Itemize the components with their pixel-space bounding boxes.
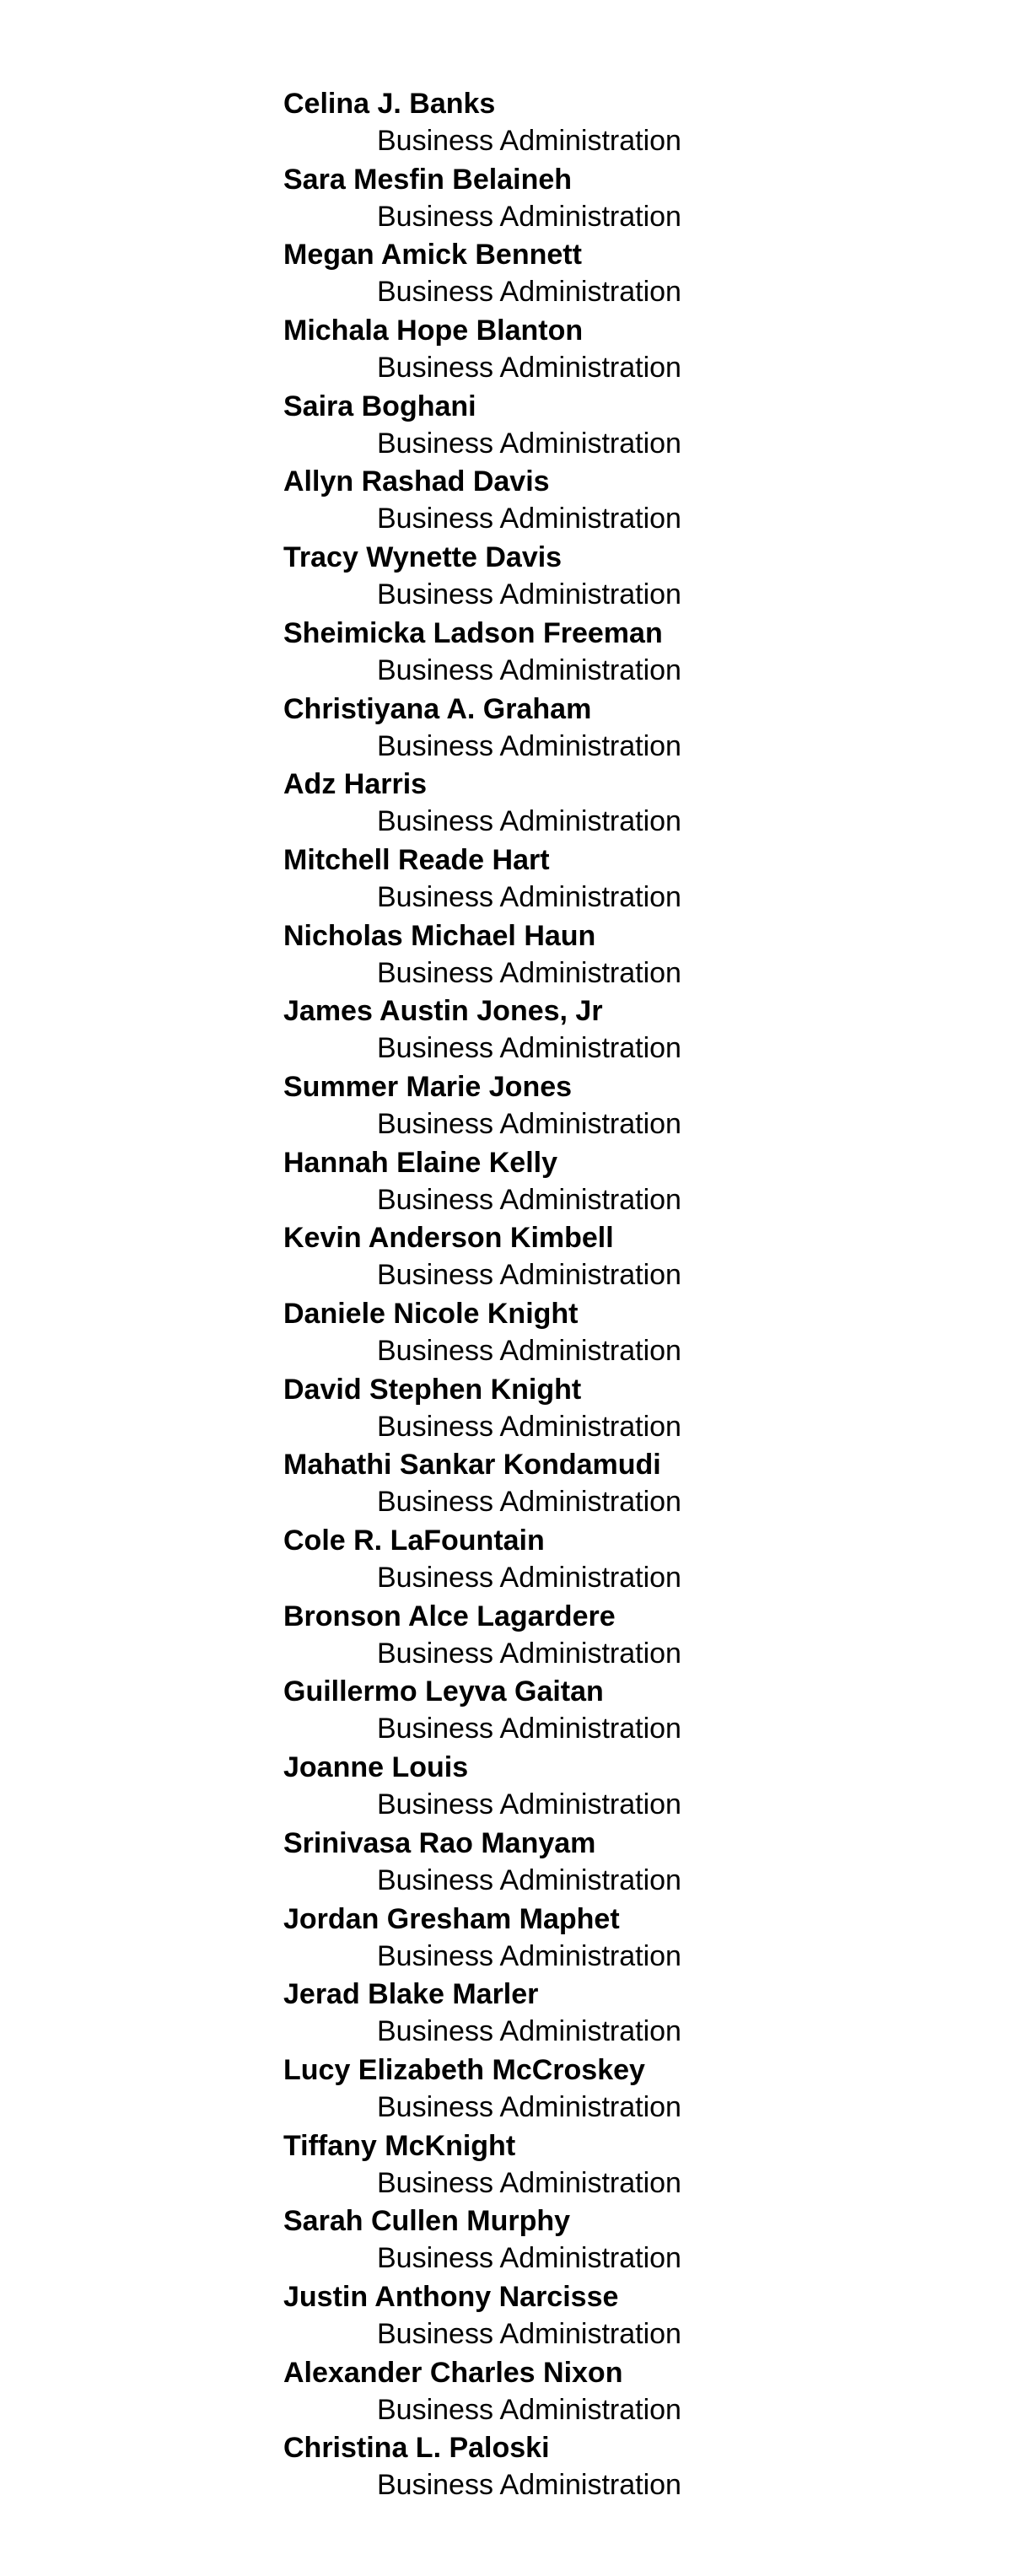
graduate-entry xyxy=(283,2278,958,2354)
graduate-name: Srinivasa Rao Manyam xyxy=(283,1826,596,1859)
graduate-entry xyxy=(283,1295,958,1371)
graduate-entry xyxy=(283,1144,958,1220)
graduate-name: Sarah Cullen Murphy xyxy=(283,2205,571,2238)
graduate-name: Bronson Alce Lagardere xyxy=(283,1600,616,1632)
graduate-program: Business Administration xyxy=(377,1183,681,1216)
graduate-program: Business Administration xyxy=(377,653,681,686)
graduate-program: Business Administration xyxy=(377,276,681,309)
graduate-name: Cole R. LaFountain xyxy=(283,1525,545,1557)
graduate-name: Guillermo Leyva Gaitan xyxy=(283,1675,604,1708)
graduate-name: Allyn Rashad Davis xyxy=(283,465,550,498)
graduate-program: Business Administration xyxy=(377,1863,681,1896)
graduate-entry xyxy=(283,1749,958,1825)
graduate-program: Business Administration xyxy=(377,1410,681,1443)
graduate-name: Kevin Anderson Kimbell xyxy=(283,1222,614,1255)
graduate-name: Saira Boghani xyxy=(283,390,476,422)
graduate-program: Business Administration xyxy=(377,352,681,385)
graduate-program: Business Administration xyxy=(377,1032,681,1065)
graduate-name: Celina J. Banks xyxy=(283,88,496,120)
graduate-entry xyxy=(283,1068,958,1144)
graduate-program: Business Administration xyxy=(377,503,681,535)
graduate-name: Nicholas Michael Haun xyxy=(283,919,596,952)
graduate-list xyxy=(283,85,958,2505)
graduate-entry xyxy=(283,1371,958,1447)
graduate-program: Business Administration xyxy=(377,125,681,157)
graduate-entry xyxy=(283,2127,958,2203)
graduate-name: Christiyana A. Graham xyxy=(283,692,592,725)
graduate-name: Tracy Wynette Davis xyxy=(283,541,563,574)
graduate-name: Daniele Nicole Knight xyxy=(283,1298,579,1330)
graduate-program: Business Administration xyxy=(377,729,681,762)
graduate-program: Business Administration xyxy=(377,1939,681,1972)
graduate-entry xyxy=(283,1598,958,1674)
graduate-program: Business Administration xyxy=(377,1335,681,1367)
graduate-entry xyxy=(283,1673,958,1749)
graduate-name: Michala Hope Blanton xyxy=(283,315,584,347)
graduate-program: Business Administration xyxy=(377,2393,681,2426)
graduate-name: Adz Harris xyxy=(283,768,428,801)
graduate-entry xyxy=(283,1901,958,1976)
graduate-program: Business Administration xyxy=(377,1788,681,1821)
graduate-entry xyxy=(283,766,958,842)
graduate-program: Business Administration xyxy=(377,200,681,233)
graduate-program: Business Administration xyxy=(377,2242,681,2275)
graduate-program: Business Administration xyxy=(377,1637,681,1670)
graduate-entry xyxy=(283,2202,958,2278)
graduate-program: Business Administration xyxy=(377,2015,681,2048)
graduate-entry xyxy=(283,842,958,917)
graduate-entry xyxy=(283,463,958,539)
graduate-program: Business Administration xyxy=(377,880,681,913)
graduate-entry xyxy=(283,1219,958,1295)
graduate-name: Lucy Elizabeth McCroskey xyxy=(283,2053,645,2086)
graduate-entry xyxy=(283,992,958,1068)
graduate-entry xyxy=(283,2354,958,2430)
graduate-entry xyxy=(283,1522,958,1598)
graduate-program: Business Administration xyxy=(377,1486,681,1519)
graduate-name: Hannah Elaine Kelly xyxy=(283,1146,557,1179)
graduate-program: Business Administration xyxy=(377,2090,681,2123)
graduate-program: Business Administration xyxy=(377,427,681,460)
graduate-name: Sara Mesfin Belaineh xyxy=(283,163,573,196)
graduate-entry xyxy=(283,236,958,312)
graduate-entry xyxy=(283,615,958,691)
graduate-entry xyxy=(283,388,958,464)
graduate-name: Joanne Louis xyxy=(283,1751,469,1784)
graduate-entry xyxy=(283,1976,958,2052)
graduate-entry xyxy=(283,1825,958,1901)
graduate-entry xyxy=(283,85,958,161)
graduate-program: Business Administration xyxy=(377,1259,681,1292)
graduate-name: Justin Anthony Narcisse xyxy=(283,2280,619,2313)
graduate-name: Sheimicka Ladson Freeman xyxy=(283,616,663,649)
graduate-name: Megan Amick Bennett xyxy=(283,239,582,272)
graduate-program: Business Administration xyxy=(377,1107,681,1140)
graduate-entry xyxy=(283,312,958,388)
graduate-program: Business Administration xyxy=(377,2317,681,2350)
graduate-name: Mitchell Reade Hart xyxy=(283,843,550,876)
graduate-entry xyxy=(283,161,958,237)
graduate-program: Business Administration xyxy=(377,2469,681,2502)
graduate-program: Business Administration xyxy=(377,1713,681,1745)
graduate-entry xyxy=(283,1446,958,1522)
graduate-entry xyxy=(283,917,958,993)
graduate-program: Business Administration xyxy=(377,805,681,838)
graduate-program: Business Administration xyxy=(377,956,681,989)
graduate-name: Mahathi Sankar Kondamudi xyxy=(283,1449,661,1482)
graduate-entry xyxy=(283,2052,958,2127)
graduate-name: Alexander Charles Nixon xyxy=(283,2356,623,2389)
graduate-name: Jerad Blake Marler xyxy=(283,1978,539,2011)
graduate-name: Tiffany McKnight xyxy=(283,2129,516,2162)
graduate-name: Jordan Gresham Maphet xyxy=(283,1902,620,1935)
graduate-program: Business Administration xyxy=(377,578,681,611)
graduate-program: Business Administration xyxy=(377,1562,681,1595)
graduate-entry xyxy=(283,539,958,615)
graduate-name: David Stephen Knight xyxy=(283,1373,582,1406)
graduate-name: James Austin Jones, Jr xyxy=(283,995,603,1028)
graduate-name: Christina L. Paloski xyxy=(283,2432,550,2465)
graduate-entry xyxy=(283,2429,958,2505)
graduate-name: Summer Marie Jones xyxy=(283,1070,573,1103)
graduate-entry xyxy=(283,691,958,766)
graduate-program: Business Administration xyxy=(377,2166,681,2199)
